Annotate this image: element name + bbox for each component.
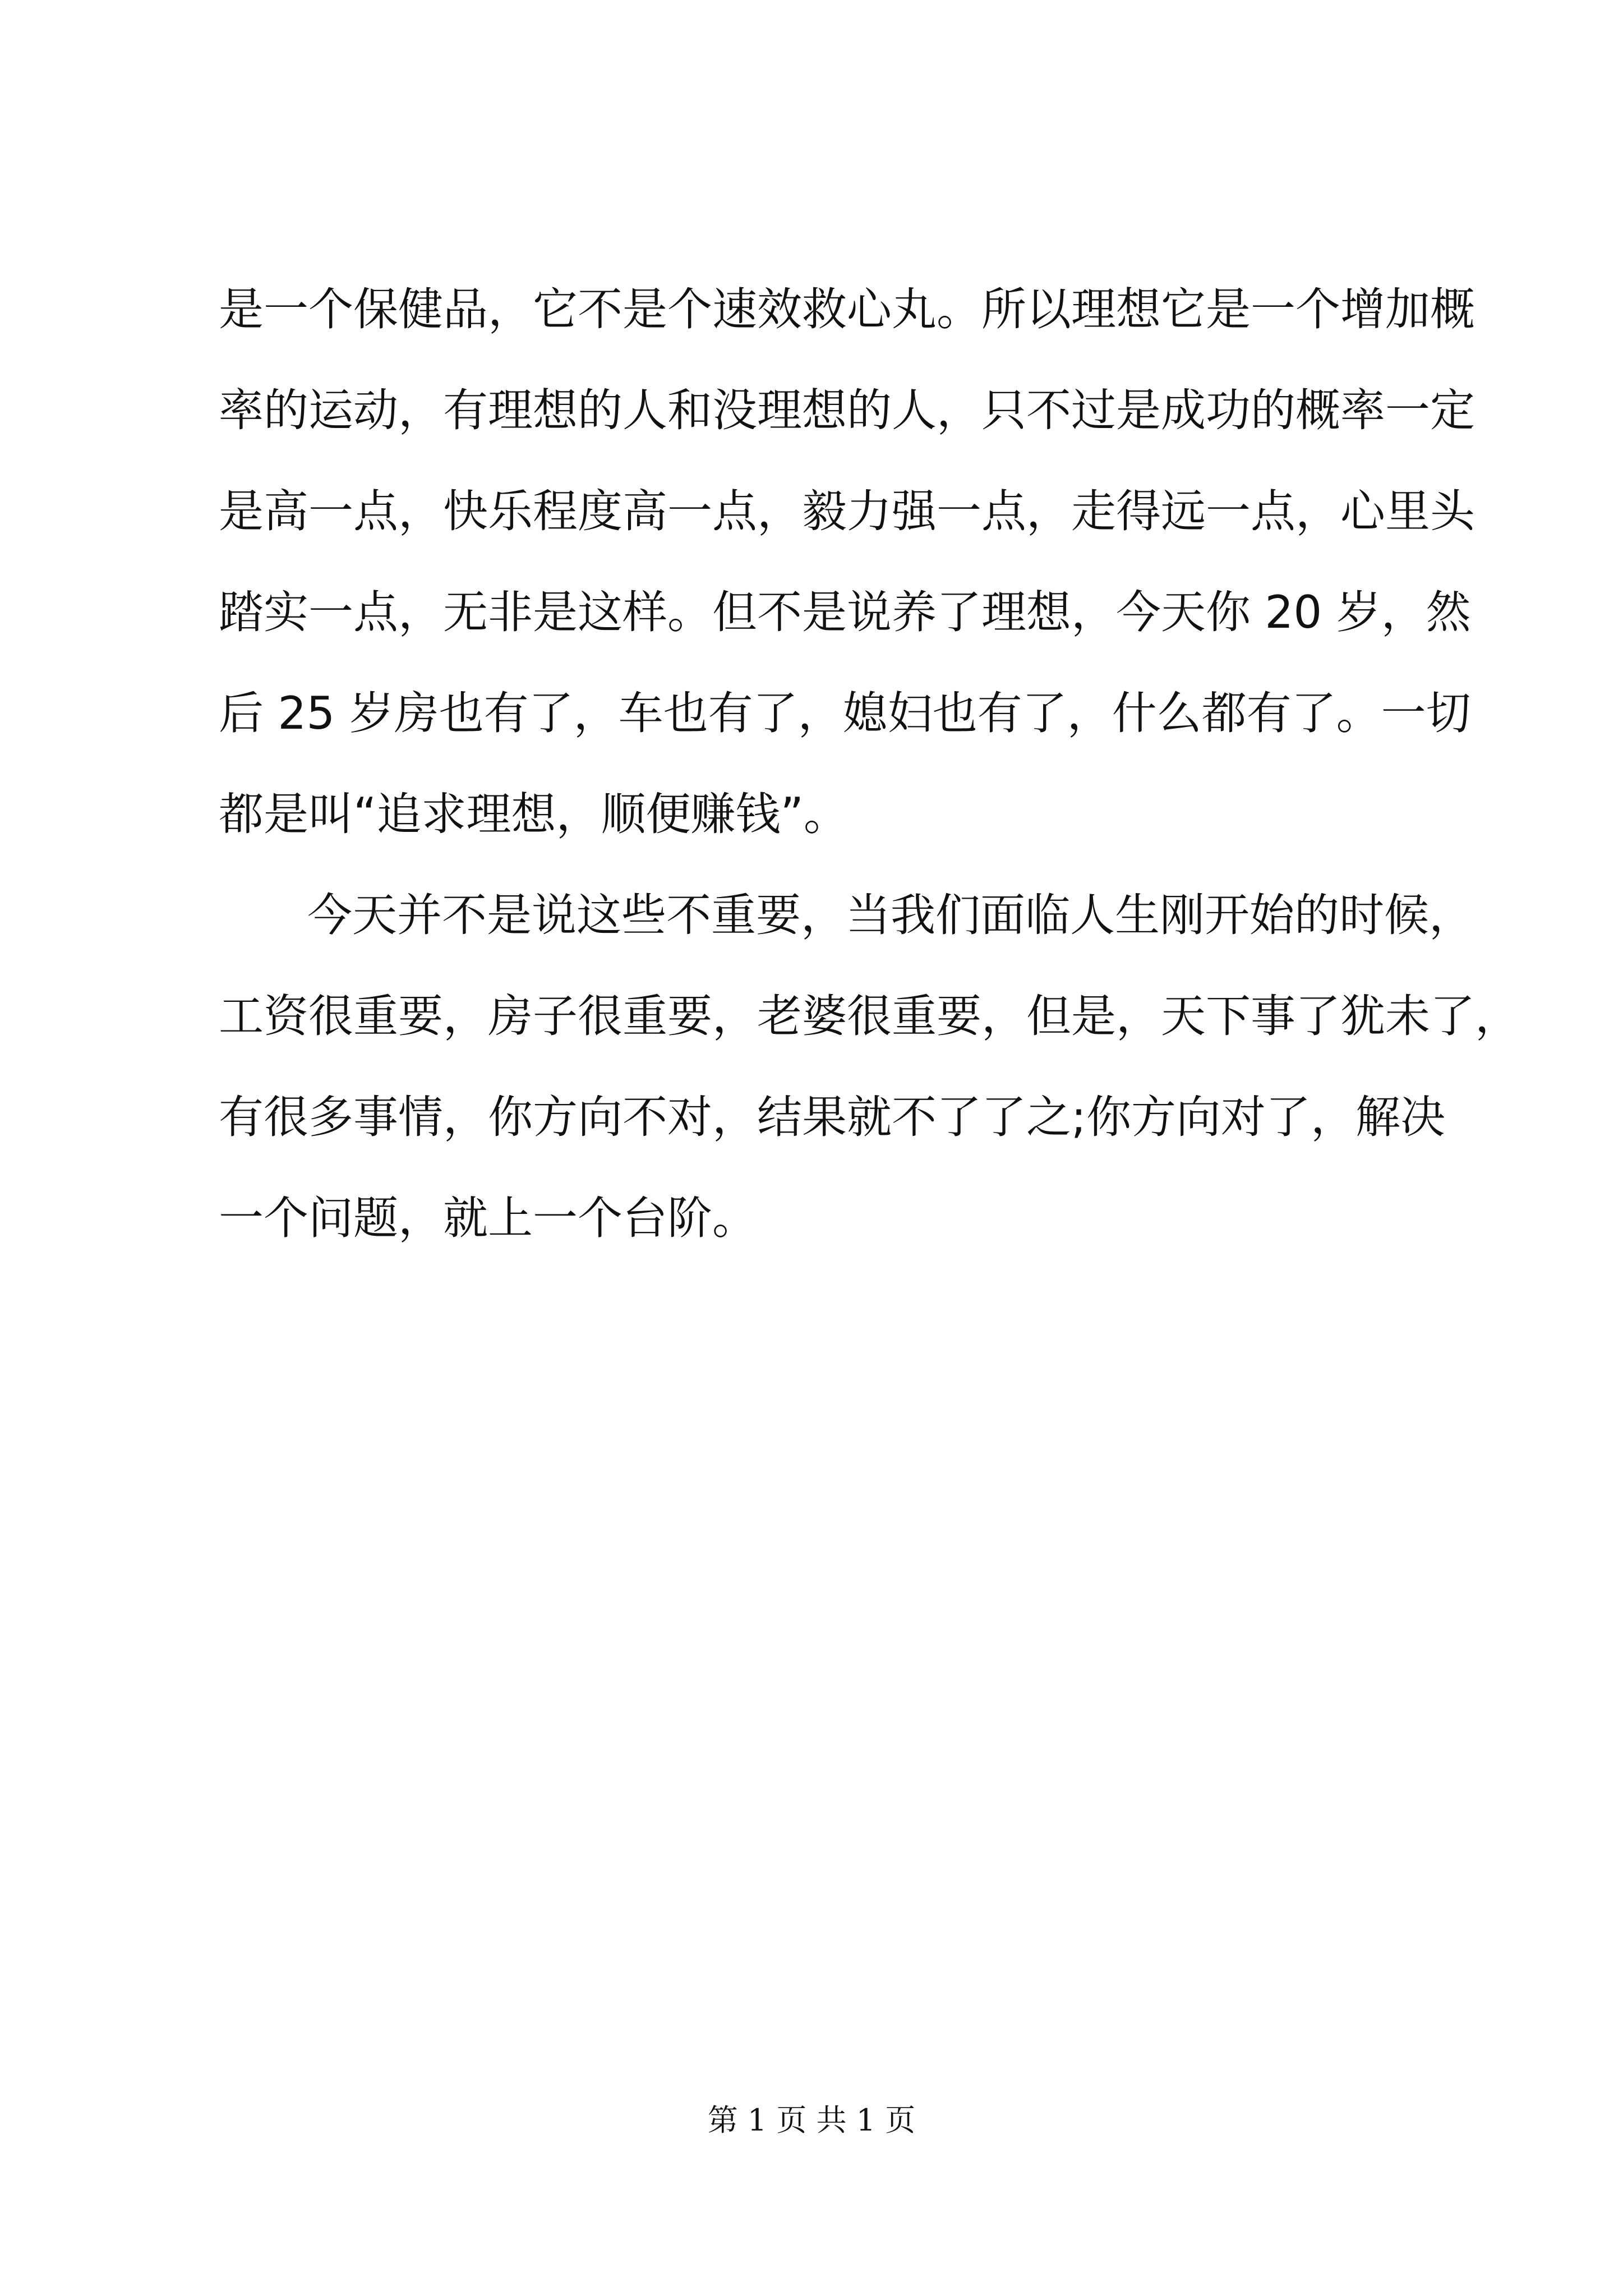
text-line: 有很多事情，你方向不对，结果就不了了之;你方向对了，解决 bbox=[219, 1091, 1445, 1143]
page-footer bbox=[0, 2101, 1623, 2140]
text-line: 踏实一点，无非是这样。但不是说养了理想，今天你 20 岁，然 bbox=[219, 586, 1471, 638]
text-line: 是高一点，快乐程度高一点，毅力强一点，走得远一点，心里头 bbox=[219, 485, 1475, 537]
text-line: 工资很重要，房子很重要，老婆很重要，但是，天下事了犹未了， bbox=[219, 990, 1520, 1042]
text-line: 是一个保健品，它不是个速效救心丸。所以理想它是一个增加概 bbox=[219, 283, 1475, 335]
text-line: 一个问题，就上一个台阶。 bbox=[219, 1192, 757, 1244]
text-line: 今天并不是说这些不重要，当我们面临人生刚开始的时候， bbox=[307, 889, 1474, 941]
paragraph-1 bbox=[219, 259, 1475, 865]
text-line: 后 25 岁房也有了，车也有了，媳妇也有了，什么都有了。一切 bbox=[219, 687, 1471, 739]
text-line: 率的运动，有理想的人和没理想的人，只不过是成功的概率一定 bbox=[219, 384, 1475, 436]
body-text bbox=[219, 259, 1520, 1269]
paragraph-2 bbox=[219, 865, 1520, 1269]
page-number-label: 第 1 页 共 1 页 bbox=[707, 2102, 916, 2138]
text-line: 都是叫“追求理想，顺便赚钱”。 bbox=[219, 788, 849, 840]
